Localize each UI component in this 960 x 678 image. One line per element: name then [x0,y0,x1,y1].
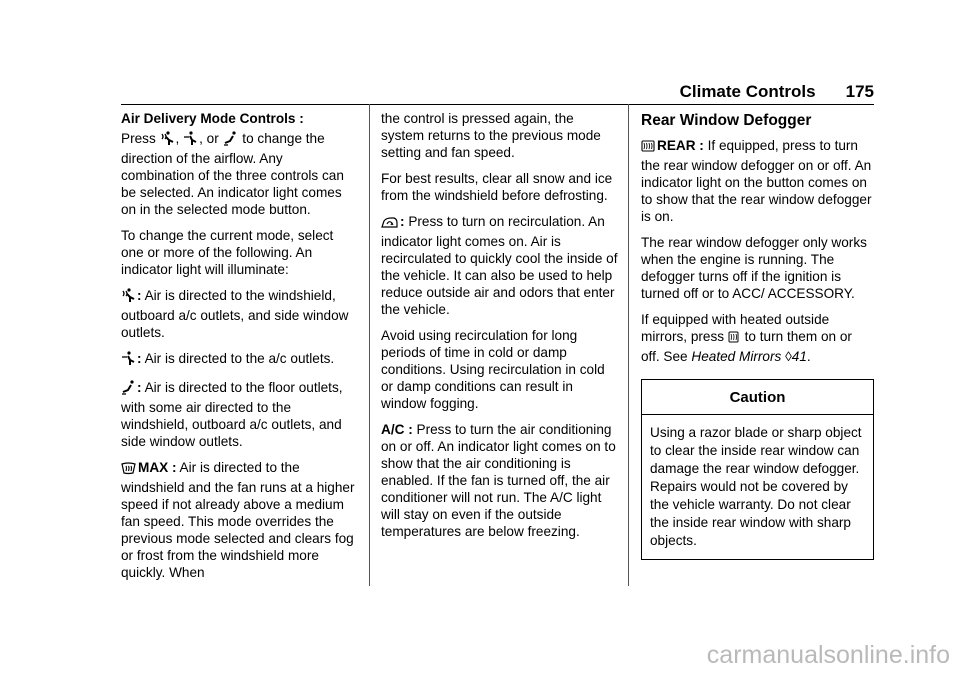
recirculation-warning-paragraph: Avoid using recirculation for long periods of time in cold or damp conditions. Using recirculation in cold or damp conditions can result in window fogging. [381,328,605,411]
floor-mode-icon [121,380,135,399]
column-divider [369,104,370,586]
floor-mode-icon [223,131,237,150]
column-2 [381,110,619,549]
windshield-mode-item: : Air is directed to the windshield, outboard a/c outlets, and side window outlets. [121,288,349,340]
floor-mode-item: : Air is directed to the floor outlets, with some air directed to the windshield, outboard a/c outlets, and side window outlets. [121,380,343,449]
max-defrost-icon [121,462,136,479]
paragraph-continuation: the control is pressed again, the system returns to the previous mode setting and fan speed. [381,111,601,160]
page-ref-arrow: ◊ [785,349,792,364]
header-rule [121,104,874,105]
defrost-floor-mode-icon [160,131,174,150]
rear-defogger-heading: Rear Window Defogger [641,112,812,129]
vent-mode-icon [183,131,197,150]
section-title: Climate Controls [679,82,816,101]
modes-paragraph: Press , , or to change the direction of the airflow. Any combination of the three controls can be selected. An indicator light comes on in the selected mode button. [121,131,344,217]
ac-item: A/C : Press to turn the air conditioning on or off. An indicator light comes on to show that the air conditioning is enabled. If the fan is turned off, the air conditioner will not run. The A/C light will stay on even if the outside temperatures are below freezing. [381,422,616,539]
heated-mirror-icon [728,331,739,348]
max-defrost-item: MAX : Air is directed to the windshield and the fan runs at a higher speed if not already above a medium fan speed. This mode overrides the previous mode selected and clears fog or frost from the windshield more quickly. When [121,460,355,580]
recirculation-icon [381,216,398,233]
column-divider [628,104,629,586]
modes-heading: Air Delivery Mode Controls : [121,111,304,126]
change-mode-paragraph: To change the current mode, select one or more of the following. An indicator light will illuminate: [121,228,334,277]
defrost-floor-mode-icon [121,288,135,307]
defrost-tip-paragraph: For best results, clear all snow and ice from the windshield before defrosting. [381,171,613,203]
page-ref-number: 41 [791,349,807,364]
page-header [680,82,874,102]
rear-defogger-icon [641,140,655,157]
caution-box [641,379,874,560]
recirculation-item: : Press to turn on recirculation. An indicator light comes on. Air is recirculated to quickly cool the inside of the vehicle. It can also be used to help reduce outside air and odors that enter the vehicle. [381,214,618,317]
heated-mirrors-link[interactable]: Heated Mirrors [691,349,782,364]
vent-mode-icon [121,351,135,370]
rear-defogger-item: REAR : If equipped, press to turn the rear window defogger on or off. An indicator light on the button comes on to show that the rear window defogger is on. [641,138,872,224]
heated-mirrors-paragraph: If equipped with heated outside mirrors, press to turn them on or off. See Heated Mirrors ◊41. [641,312,852,364]
page-number: 175 [845,82,874,101]
column-1 [121,110,357,590]
column-3 [641,110,874,560]
rear-defogger-engine-paragraph: The rear window defogger only works when the engine is running. The defogger turns off if the ignition is turned off or to ACC/ ACCESSORY. [641,235,867,301]
vent-mode-item: : Air is directed to the a/c outlets. [121,350,357,370]
caution-title: Caution [642,380,873,415]
caution-text: Using a razor blade or sharp object to clear the inside rear window can damage the rear window defogger. Repairs would not be covered by the vehicle warranty. Do not clear the inside rear window with sharp objects. [650,425,862,548]
watermark: carmanualsonline.info [706,641,950,669]
